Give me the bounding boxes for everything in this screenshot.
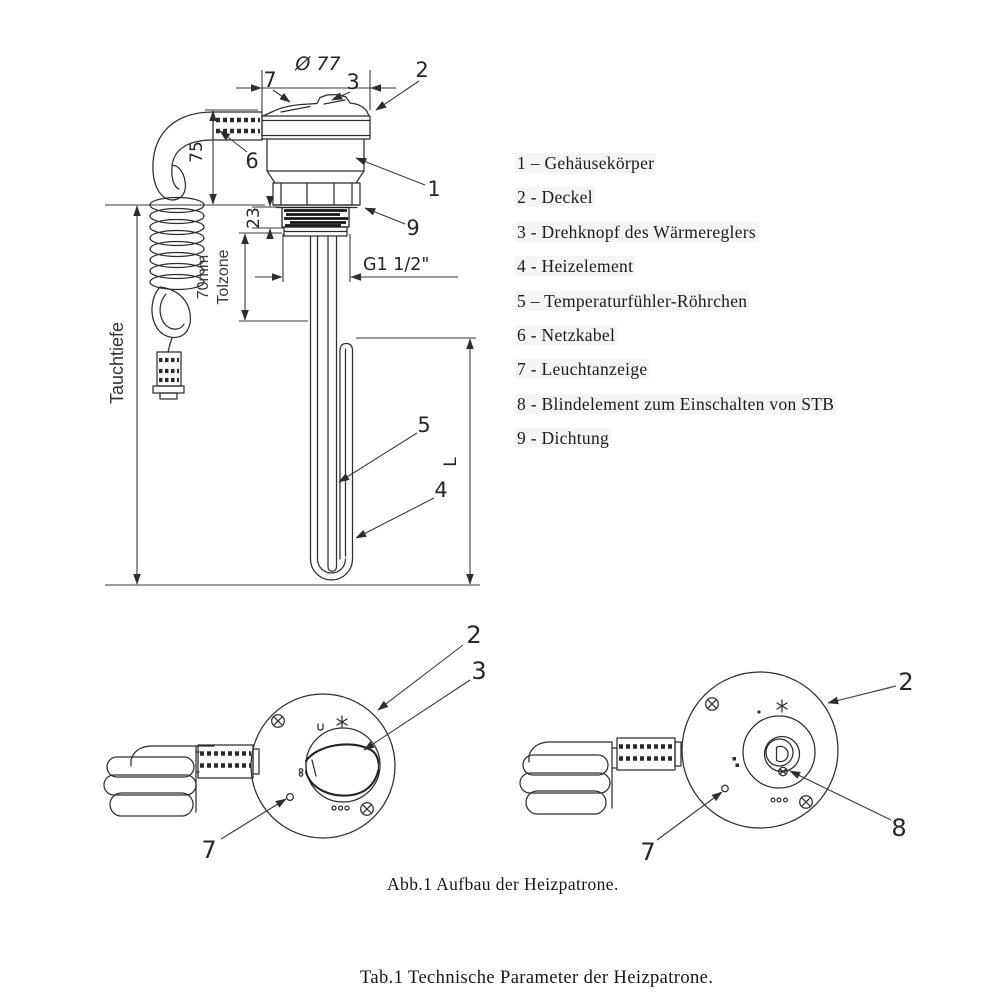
- callout-3: 3: [346, 70, 360, 94]
- legend-item-3: 3 - Drehknopf des Wärmereglers: [517, 221, 757, 242]
- legend-item-9: 9 - Dichtung: [517, 428, 610, 449]
- plug-side-view-right: [520, 742, 612, 814]
- heating-element-tubes: [311, 236, 353, 580]
- cap-face-circle: [251, 694, 395, 838]
- dim-thread-label: G1 1/2": [363, 255, 430, 275]
- dim-length-L: [356, 338, 476, 584]
- dim-length-label: L: [441, 457, 461, 467]
- dim-23-label: 23: [244, 207, 264, 229]
- dim-thread-g112: [255, 234, 458, 282]
- indicator-light-right: [722, 785, 728, 791]
- callout-4: 4: [434, 478, 448, 502]
- thread-section: [282, 208, 349, 228]
- legend-item-7: 7 - Leuchtanzeige: [517, 359, 648, 380]
- callout-7-right-view: 7: [640, 838, 656, 866]
- legend-item-1: 1 – Gehäusekörper: [517, 153, 655, 173]
- snowflake-icon-right: [777, 700, 787, 712]
- parts-legend: [515, 146, 915, 456]
- snowflake-icon: [337, 716, 347, 728]
- callout-7-left-view: 7: [201, 836, 217, 864]
- thermostat-knob: [306, 744, 379, 795]
- callout-2-right-view: 2: [898, 668, 914, 696]
- dim-75-label: 75: [187, 141, 207, 163]
- callout-6: 6: [245, 149, 259, 173]
- end-view-with-knob: [104, 621, 487, 864]
- knob-recess-circle-right: [743, 716, 815, 788]
- callout-5: 5: [417, 413, 431, 437]
- legend-item-6: 6 - Netzkabel: [517, 325, 616, 346]
- callout-1: 1: [427, 177, 441, 201]
- main-assembly-view: [105, 53, 480, 585]
- figure-caption: Abb.1 Aufbau der Heizpatrone.: [387, 874, 619, 894]
- knob-recess-circle: [306, 728, 380, 802]
- cable-gland: [213, 112, 262, 140]
- legend-item-8: 8 - Blindelement zum Einschalten von STB: [517, 393, 835, 414]
- callout-3-left-view: 3: [471, 657, 487, 685]
- cap-knob-profile: [263, 95, 369, 117]
- cable-gland-right-view: [612, 738, 681, 770]
- dim-tolzone-label: Tolzone: [215, 249, 232, 305]
- legend-item-5: 5 – Temperaturfühler-Röhrchen: [517, 290, 748, 311]
- dim-tauchtiefe-label: Tauchtiefe: [107, 321, 127, 405]
- callout-8-right-view: 8: [891, 814, 907, 842]
- legend-item-2: 2 - Deckel: [517, 187, 593, 208]
- housing-body: [267, 139, 364, 183]
- end-view-blind-element: [520, 668, 914, 866]
- callout-7: 7: [263, 68, 277, 92]
- table-caption: Tab.1 Technische Parameter der Heizpatrone.: [360, 968, 714, 988]
- dim-diameter-label: Ø 77: [295, 53, 341, 75]
- cap-band: [262, 116, 370, 139]
- collar: [284, 227, 347, 236]
- dim-70mm-label: 70mm: [195, 254, 212, 300]
- legend-item-4: 4 - Heizelement: [517, 256, 634, 277]
- callout-2: 2: [415, 58, 429, 82]
- blind-element-spindle: [765, 737, 800, 776]
- callout-9: 9: [406, 216, 420, 240]
- indicator-light: [287, 794, 294, 801]
- hex-nut: [273, 183, 360, 205]
- dim-tolzone: [195, 233, 308, 321]
- callout-2-left-view: 2: [466, 621, 482, 649]
- cable-gland-left-view: [196, 745, 259, 778]
